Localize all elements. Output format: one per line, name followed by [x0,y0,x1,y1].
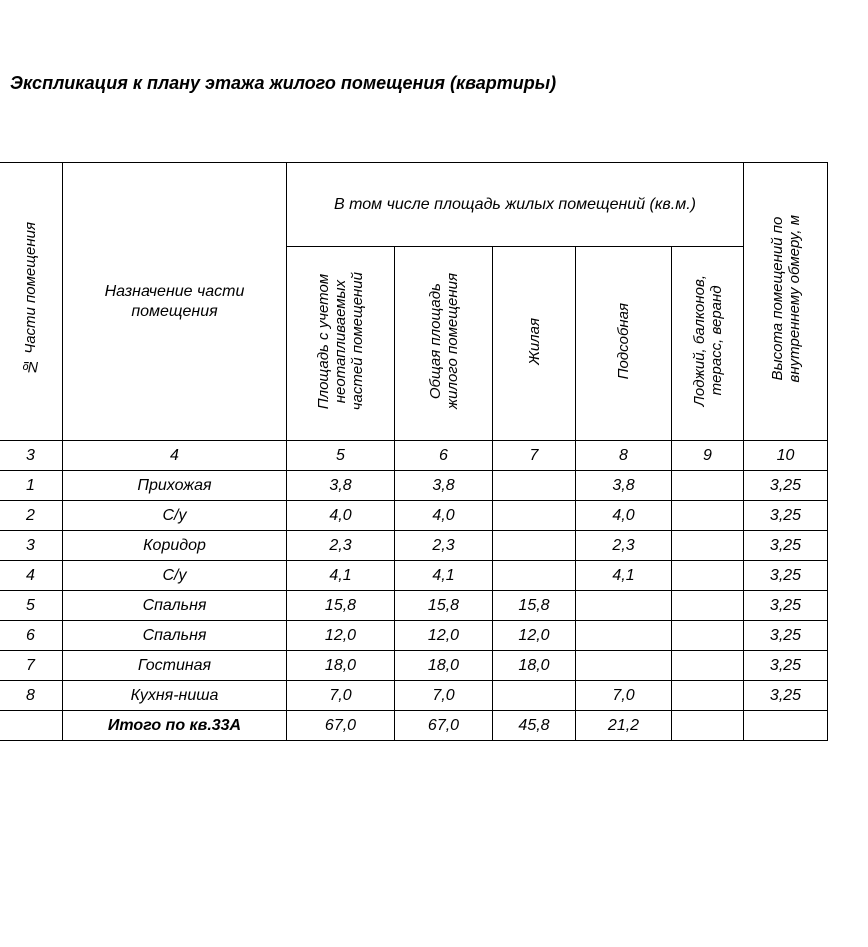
header-col-no [0,163,63,441]
column-number: 9 [672,441,744,471]
column-number: 3 [0,441,63,471]
header-col-area-unheated-line-2: неотапливаемых [332,279,349,403]
cell-balcony [672,621,744,651]
header-col-balcony-line-1: Лоджий, балконов, [690,275,708,407]
cell-area-total: 3,8 [395,471,493,501]
header-col-balcony [672,247,744,441]
header-group-area-label: В том числе площадь жилых помещений (кв.м.) [334,195,696,213]
header-col-area-total-line-2: жилого помещения [443,272,461,410]
cell-name: Коридор [63,531,287,561]
total-cell-area-unheated: 67,0 [287,711,395,741]
header-col-name-label: Назначение части помещения [104,282,245,320]
cell-living [493,681,576,711]
cell-balcony [672,501,744,531]
total-cell-auxiliary: 21,2 [576,711,672,741]
header-col-area-unheated-label [315,272,366,410]
total-cell-height [744,711,828,741]
cell-area-unheated: 3,8 [287,471,395,501]
column-number: 7 [493,441,576,471]
header-col-height-line-2: внутреннему обмеру, м [785,215,803,383]
cell-area-total: 2,3 [395,531,493,561]
cell-living: 12,0 [493,621,576,651]
cell-name: Кухня-ниша [63,681,287,711]
cell-area-unheated: 18,0 [287,651,395,681]
cell-area-total: 7,0 [395,681,493,711]
cell-auxiliary: 4,1 [576,561,672,591]
cell-height: 3,25 [744,531,828,561]
cell-area-total: 15,8 [395,591,493,621]
cell-area-total: 18,0 [395,651,493,681]
cell-area-total: 4,0 [395,501,493,531]
header-col-height-line-1: Высота помещений по [768,217,786,381]
cell-area-unheated: 4,1 [287,561,395,591]
cell-no: 5 [0,591,63,621]
header-col-balcony-line-2: терасс, веранд [707,286,725,396]
cell-name: Спальня [63,591,287,621]
cell-no: 2 [0,501,63,531]
cell-name: С/у [63,561,287,591]
cell-name: С/у [63,501,287,531]
cell-balcony [672,651,744,681]
total-cell-area-total: 67,0 [395,711,493,741]
cell-living: 15,8 [493,591,576,621]
header-col-area-total [395,247,493,441]
header-col-height [744,163,828,441]
column-number: 4 [63,441,287,471]
cell-area-unheated: 2,3 [287,531,395,561]
cell-auxiliary [576,621,672,651]
cell-living [493,531,576,561]
cell-auxiliary [576,651,672,681]
column-number: 5 [287,441,395,471]
cell-name: Гостиная [63,651,287,681]
header-col-area-unheated-line-3: частей помещений [349,271,366,411]
header-col-area-unheated [287,247,395,441]
cell-auxiliary: 7,0 [576,681,672,711]
cell-area-unheated: 7,0 [287,681,395,711]
cell-living [493,471,576,501]
column-number: 6 [395,441,493,471]
cell-height: 3,25 [744,561,828,591]
cell-auxiliary [576,591,672,621]
cell-no: 7 [0,651,63,681]
cell-no: 4 [0,561,63,591]
cell-no: 8 [0,681,63,711]
cell-living [493,501,576,531]
table-row [0,591,828,621]
table-row [0,501,828,531]
cell-auxiliary: 3,8 [576,471,672,501]
header-col-area-total-label [427,273,461,409]
total-cell-living: 45,8 [493,711,576,741]
header-col-living [493,247,576,441]
cell-balcony [672,531,744,561]
header-col-auxiliary-label: Подсобная [615,302,632,380]
cell-height: 3,25 [744,591,828,621]
cell-height: 3,25 [744,681,828,711]
table-row [0,681,828,711]
column-number-row [0,441,828,471]
cell-height: 3,25 [744,501,828,531]
cell-height: 3,25 [744,651,828,681]
header-group-area [287,163,744,247]
cell-area-total: 12,0 [395,621,493,651]
table-row [0,561,828,591]
cell-living [493,561,576,591]
total-cell-name: Итого по кв.33А [63,711,287,741]
table-row [0,651,828,681]
cell-name: Спальня [63,621,287,651]
header-col-name [63,163,287,441]
header-row-top [0,163,828,247]
cell-height: 3,25 [744,471,828,501]
cell-area-unheated: 4,0 [287,501,395,531]
cell-auxiliary: 2,3 [576,531,672,561]
table-row [0,531,828,561]
table-row [0,471,828,501]
header-col-area-total-line-1: Общая площадь [426,282,444,400]
cell-area-unheated: 15,8 [287,591,395,621]
table-row [0,621,828,651]
header-col-height-label [769,215,803,382]
cell-area-unheated: 12,0 [287,621,395,651]
cell-no: 3 [0,531,63,561]
header-col-balcony-label [691,275,725,406]
cell-no: 1 [0,471,63,501]
header-col-living-label: Жилая [525,317,543,365]
total-cell-no [0,711,63,741]
cell-auxiliary: 4,0 [576,501,672,531]
cell-balcony [672,681,744,711]
column-number: 8 [576,441,672,471]
header-col-no-label: № Части помещения [22,222,39,376]
cell-balcony [672,471,744,501]
header-col-auxiliary [576,247,672,441]
cell-balcony [672,561,744,591]
cell-area-total: 4,1 [395,561,493,591]
cell-no: 6 [0,621,63,651]
explication-table [0,162,828,741]
total-cell-balcony [672,711,744,741]
document-title: Экспликация к плану этажа жилого помещения (квартиры) [10,73,557,93]
column-number: 10 [744,441,828,471]
total-row [0,711,828,741]
cell-height: 3,25 [744,621,828,651]
cell-living: 18,0 [493,651,576,681]
cell-balcony [672,591,744,621]
header-col-area-unheated-line-1: Площадь с учетом [315,273,332,409]
cell-name: Прихожая [63,471,287,501]
